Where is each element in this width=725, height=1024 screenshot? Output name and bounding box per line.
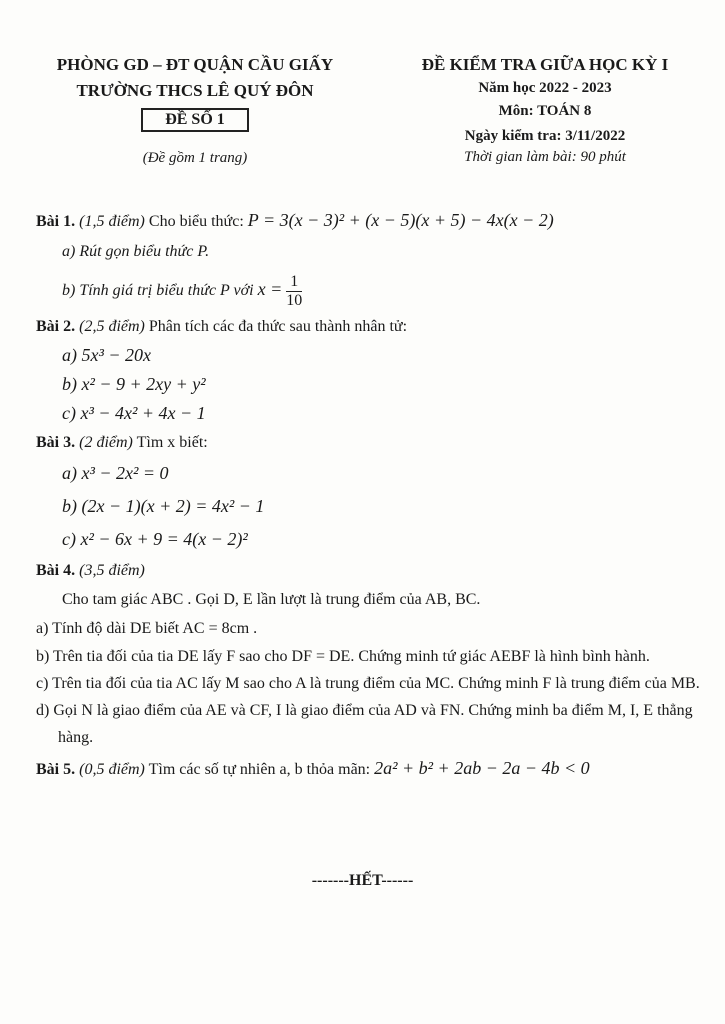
exam-duration: Thời gian làm bài: 90 phút — [464, 149, 626, 165]
problem-4c: c) Trên tia đối của tia AC lấy M sao cho A là trung điểm của MC. Chứng minh F là trung điểm của MB. — [36, 675, 700, 692]
problem-4-label: Bài 4. — [36, 562, 76, 579]
exam-body — [36, 206, 701, 785]
problem-1-points: (1,5 điểm) — [79, 213, 145, 230]
exam-date: Ngày kiểm tra: 3/11/2022 — [464, 128, 626, 144]
problem-4b: b) Trên tia đối của tia DE lấy F sao cho DF = DE. Chứng minh tứ giác AEBF là hình bình hành. — [36, 648, 650, 665]
problem-4-intro: Cho tam giác ABC . Gọi D, E lần lượt là trung điểm của AB, BC. — [62, 591, 481, 608]
problem-4d: d) Gọi N là giao điểm của AE và CF, I là giao điểm của AD và FN. Chứng minh ba điểm M, I, E thẳng hàng. — [36, 702, 693, 746]
problem-2-intro: Phân tích các đa thức sau thành nhân tử: — [148, 318, 408, 335]
school-year: Năm học 2022 - 2023 — [478, 80, 612, 96]
header-left — [40, 52, 350, 167]
department-name: PHÒNG GD – ĐT QUẬN CẦU GIẤY — [56, 55, 334, 74]
end-marker: -------HẾT------ — [311, 872, 414, 889]
problem-4a: a) Tính độ dài DE biết AC = 8cm . — [36, 620, 258, 637]
fraction-denominator: 10 — [286, 291, 303, 309]
school-name: TRƯỜNG THCS LÊ QUÝ ĐÔN — [76, 81, 314, 100]
problem-2c: c) x³ − 4x² + 4x − 1 — [62, 403, 206, 423]
problem-2b: b) x² − 9 + 2xy + y² — [62, 374, 206, 394]
problem-3b: b) (2x − 1)(x + 2) = 4x² − 1 — [62, 496, 265, 516]
exam-title: ĐỀ KIỂM TRA GIỮA HỌC KỲ I — [421, 55, 669, 74]
problem-3c: c) x² − 6x + 9 = 4(x − 2)² — [62, 529, 248, 549]
problem-3a: a) x³ − 2x² = 0 — [62, 463, 169, 483]
problem-2-label: Bài 2. — [36, 318, 76, 335]
header-right — [395, 52, 695, 168]
fraction-numerator: 1 — [286, 273, 302, 292]
problem-1a: a) Rút gọn biểu thức P. — [62, 243, 210, 260]
problem-5-intro: Tìm các số tự nhiên a, b thỏa mãn: — [148, 761, 371, 778]
problem-5-points: (0,5 điểm) — [79, 761, 145, 778]
fraction-one-tenth — [286, 273, 302, 310]
problem-4-points: (3,5 điểm) — [79, 562, 145, 579]
page-count-note: (Đề gồm 1 trang) — [142, 150, 248, 166]
problem-3-intro: Tìm x biết: — [136, 434, 208, 451]
problem-2a: a) 5x³ − 20x — [62, 345, 152, 365]
problem-3-points: (2 điểm) — [79, 434, 133, 451]
problem-1-expression: P = 3(x − 3)² + (x − 5)(x + 5) − 4x(x − 2) — [247, 210, 554, 230]
problem-3-heading — [36, 428, 701, 457]
exam-code-box: ĐỀ SỐ 1 — [141, 108, 249, 132]
problem-2-heading — [36, 312, 701, 341]
problem-1b-variable: x = — [257, 279, 283, 299]
subject: Môn: TOÁN 8 — [498, 103, 592, 119]
problem-1-intro: Cho biểu thức: — [148, 213, 244, 230]
problem-2-points: (2,5 điểm) — [79, 318, 145, 335]
problem-5-expression: 2a² + b² + 2ab − 2a − 4b < 0 — [374, 758, 590, 778]
problem-5-label: Bài 5. — [36, 761, 76, 778]
problem-4-heading — [36, 556, 701, 585]
problem-1-heading — [36, 206, 701, 235]
problem-1b — [36, 266, 701, 312]
problem-1-label: Bài 1. — [36, 213, 76, 230]
problem-5-heading — [36, 751, 701, 785]
problem-1b-text: b) Tính giá trị biểu thức P với — [62, 282, 254, 299]
problem-3-label: Bài 3. — [36, 434, 76, 451]
